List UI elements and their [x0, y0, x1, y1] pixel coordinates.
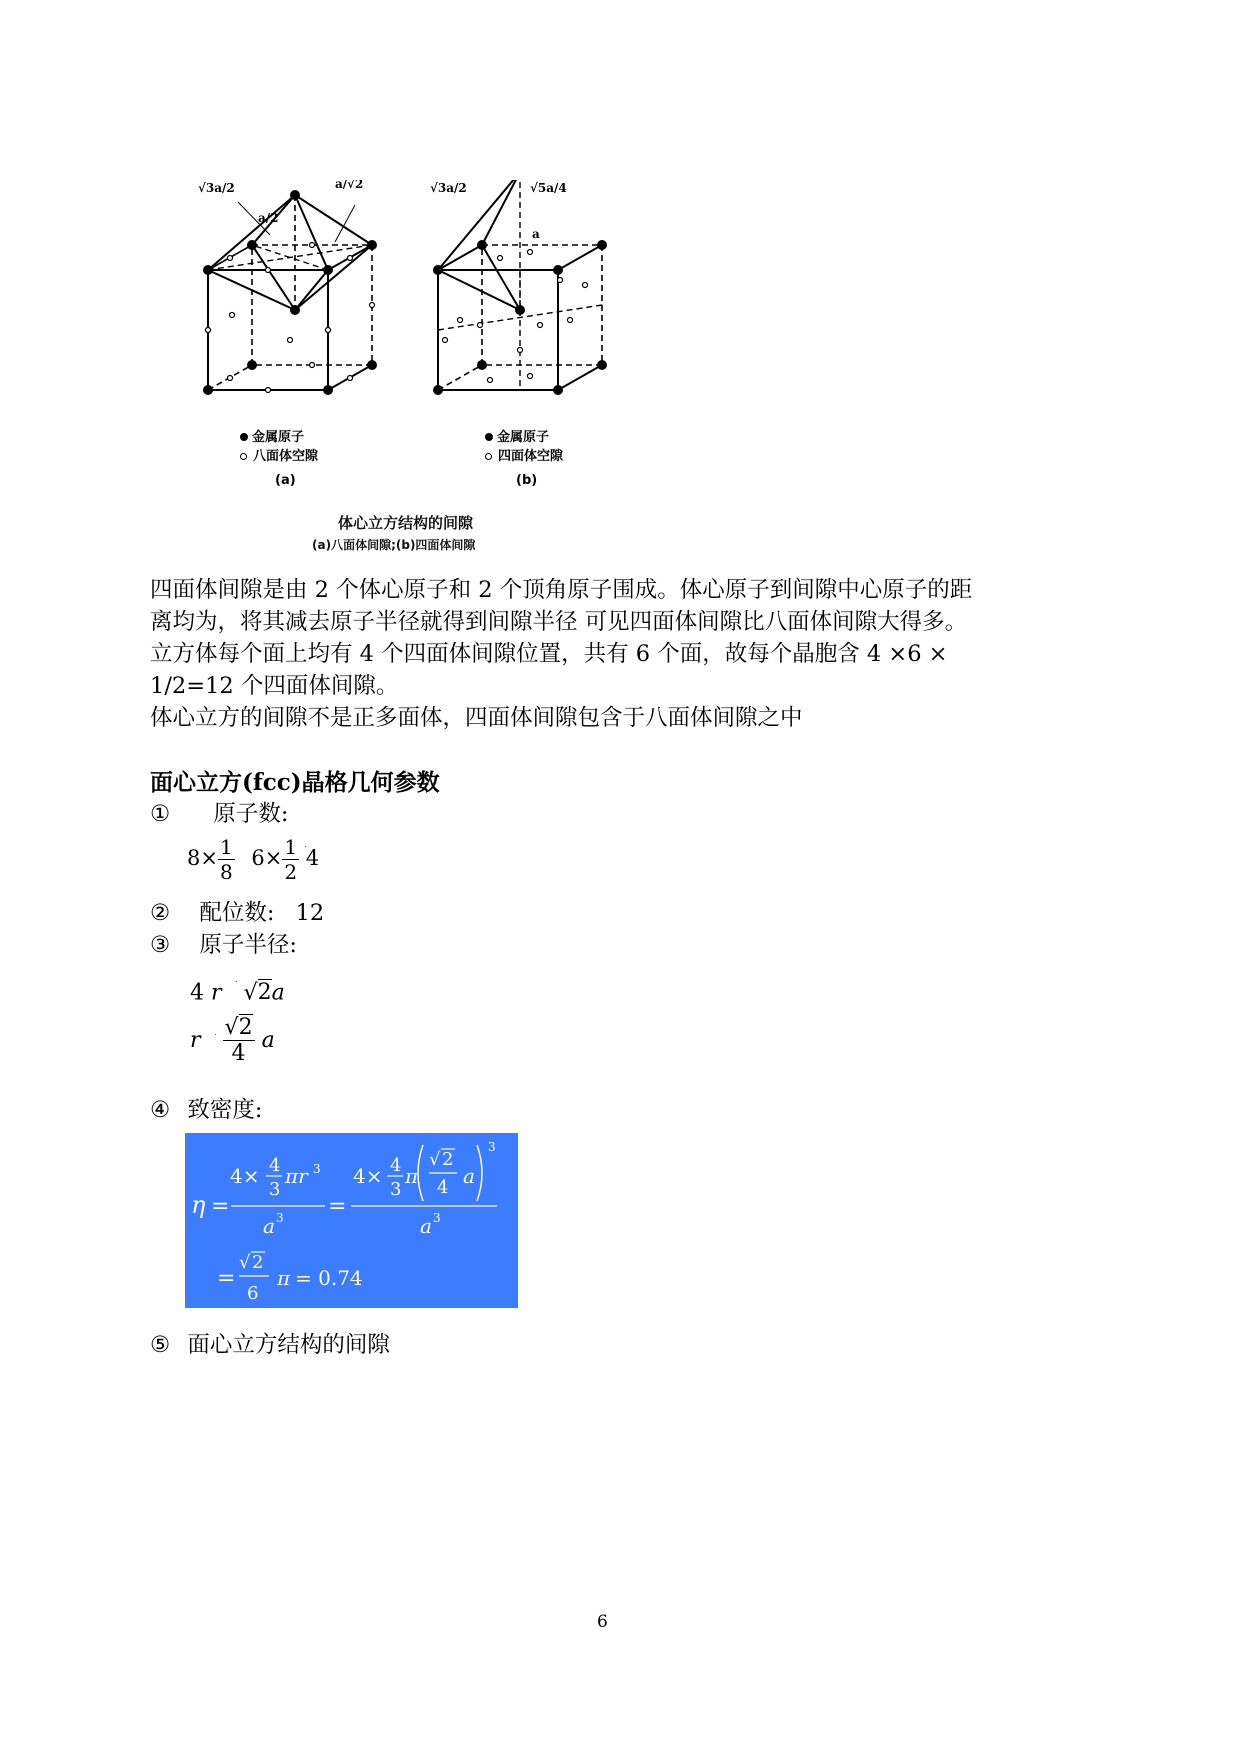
formula-term: 6×: [251, 846, 283, 870]
legend-left: [240, 426, 318, 464]
svg-text:3: 3: [390, 1179, 402, 1200]
tetrahedral-cube: [438, 180, 602, 390]
item-marker: ①: [150, 801, 171, 827]
formula-radius-line2: r $\frac{√2}{4}$ a: [190, 1015, 275, 1066]
left-label-a2: a/2: [258, 211, 279, 225]
svg-text:a: a: [420, 1214, 432, 1238]
page-number: 6: [597, 1612, 608, 1632]
item-atom-count: [150, 796, 288, 828]
legend-metal-label: 金属原子: [252, 430, 305, 445]
svg-text:=: =: [217, 1266, 236, 1291]
item-label: 原子数:: [213, 801, 289, 827]
legend-void-label: 八面体空隙: [253, 449, 319, 464]
eta-symbol: η: [191, 1191, 206, 1219]
legend-void-label: 四面体空隙: [498, 449, 564, 464]
subfig-b-label: (b): [516, 473, 538, 488]
density-formula-box: [185, 1133, 518, 1308]
density-formula: [185, 1133, 518, 1308]
item-label: 配位数:: [199, 900, 275, 926]
svg-text:2: 2: [442, 1149, 454, 1170]
formula-term: 8×: [187, 846, 218, 870]
item-coordination: [150, 895, 324, 927]
svg-text:3: 3: [313, 1162, 321, 1176]
metal-atom-icon: [240, 433, 248, 441]
fraction: $\frac{1}{2}$: [284, 835, 298, 884]
item-fcc-interstitial: [150, 1327, 390, 1359]
svg-text:3: 3: [488, 1140, 496, 1154]
item-label: 面心立方结构的间隙: [187, 1332, 390, 1358]
item-atomic-radius: [150, 927, 297, 959]
void-icon: [240, 453, 247, 460]
svg-text:3: 3: [433, 1211, 441, 1225]
figure-caption-title: 体心立方结构的间隙: [338, 514, 474, 532]
svg-text:a: a: [463, 1164, 475, 1188]
octahedral-cube: [208, 195, 372, 390]
bcc-interstitial-diagram: [190, 180, 650, 560]
legend-metal-label: 金属原子: [497, 430, 550, 445]
item-marker: ②: [150, 900, 171, 926]
crystal-figure: [190, 180, 650, 560]
left-label-a-sqrt2: a/√2: [335, 180, 364, 191]
svg-text:3: 3: [269, 1179, 281, 1200]
svg-text:=: =: [328, 1194, 347, 1219]
item-marker: ③: [150, 932, 171, 958]
svg-text:3: 3: [276, 1211, 284, 1225]
formula-radius-line1: 4 r √2a: [190, 980, 285, 1006]
svg-text:π: π: [277, 1266, 291, 1290]
right-label-a: a: [532, 227, 540, 241]
fraction: $\frac{√2}{4}$: [224, 1015, 253, 1066]
figure-caption-sub: (a)八面体间隙;(b)四面体间隙: [312, 538, 476, 552]
svg-text:= 0.74: = 0.74: [295, 1266, 363, 1290]
legend-right: [485, 426, 563, 464]
fraction: $\frac{1}{8}$: [219, 835, 233, 884]
paragraph-line-3: 立方体每个面上均有 4 个四面体间隙位置，共有 6 个面，故每个晶胞含 4 ×6 ×: [150, 641, 948, 667]
paragraph-line-1: 四面体间隙是由 2 个体心原子和 2 个顶角原子围成。体心原子到间隙中心原子的距: [150, 577, 973, 603]
item-marker: ⑤: [150, 1332, 171, 1358]
formula-atom-count: [187, 835, 319, 884]
svg-text:4: 4: [269, 1155, 281, 1176]
svg-text:√: √: [429, 1149, 441, 1170]
svg-text:4×: 4×: [353, 1164, 383, 1188]
svg-text:6: 6: [247, 1283, 259, 1304]
svg-text:√: √: [239, 1252, 251, 1273]
svg-text:=: =: [211, 1194, 230, 1219]
void-icon: [485, 453, 492, 460]
svg-text:π: π: [405, 1164, 419, 1188]
item-value: 12: [295, 900, 325, 926]
paragraph-line-5: 体心立方的间隙不是正多面体，四面体间隙包含于八面体间隙之中: [150, 705, 803, 731]
item-packing-density: [150, 1092, 262, 1124]
item-marker: ④: [150, 1097, 171, 1123]
section-title: 面心立方(fcc)晶格几何参数: [150, 769, 440, 796]
svg-text:4: 4: [390, 1155, 402, 1176]
right-label-sqrt5a: √5a/4: [530, 181, 567, 195]
formula-result: 4: [305, 846, 320, 870]
item-label: 原子半径:: [199, 932, 297, 958]
svg-text:a: a: [263, 1214, 275, 1238]
svg-text:πr: πr: [285, 1164, 308, 1188]
svg-text:2: 2: [252, 1252, 264, 1273]
paragraph-line-4: 1/2=12 个四面体间隙。: [150, 673, 399, 699]
paragraph-line-2: 离均为，将其减去原子半径就得到间隙半径 可见四面体间隙比八面体间隙大得多。: [150, 609, 968, 635]
metal-atom-icon: [485, 433, 493, 441]
subfig-a-label: (a): [275, 473, 296, 488]
item-label: 致密度:: [187, 1097, 263, 1123]
svg-text:4: 4: [437, 1177, 449, 1198]
left-label-sqrt3a: √3a/2: [198, 181, 235, 195]
svg-text:4×: 4×: [230, 1164, 260, 1188]
right-label-sqrt3a: √3a/2: [430, 181, 467, 195]
